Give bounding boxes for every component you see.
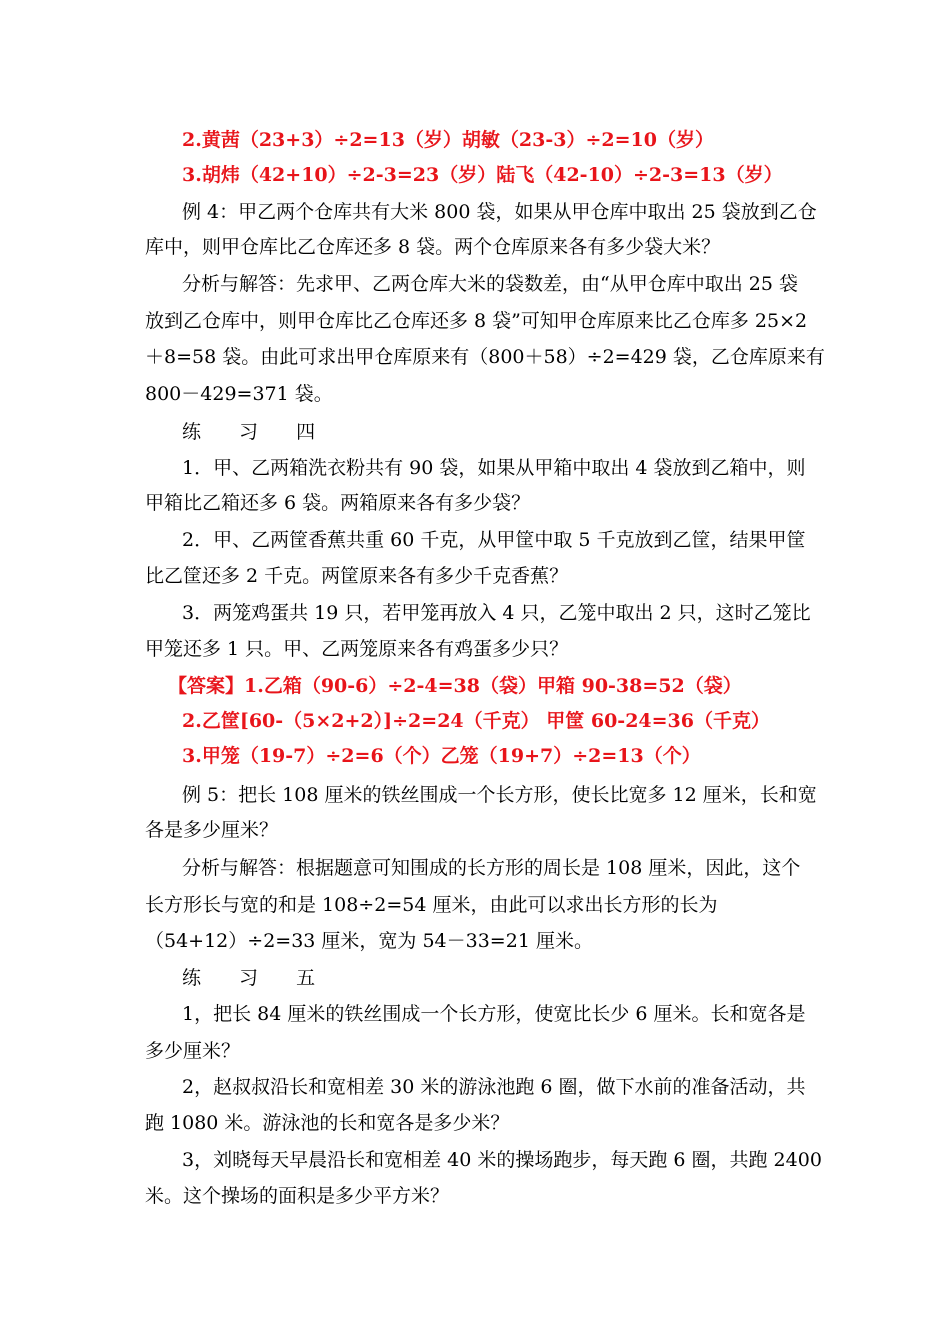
example-4-analysis-cont: ＋8=58 袋。由此可求出甲仓库原来有（800＋58）÷2=429 袋，乙仓库原来有 xyxy=(145,346,825,368)
exercise-4-answer-2: 2.乙筐[60-（5×2+2）]÷2=24（千克） 甲筐 60-24=36（千克） xyxy=(182,710,770,732)
answer-line-3: 3.胡炜（42+10）÷2-3=23（岁）陆飞（42-10）÷2-3=13（岁） xyxy=(182,164,783,186)
example-5-analysis-cont: 长方形长与宽的和是 108÷2=54 厘米，由此可以求出长方形的长为 xyxy=(145,894,718,916)
answer-line-2: 2.黄茜（23+3）÷2=13（岁）胡敏（23-3）÷2=10（岁） xyxy=(182,129,714,151)
exercise-4-q1-cont: 甲箱比乙箱还多 6 袋。两箱原来各有多少袋？ xyxy=(145,492,531,514)
exercise-5-heading: 练 习 五 xyxy=(182,967,332,989)
exercise-5-q2-cont: 跑 1080 米。游泳池的长和宽各是多少米？ xyxy=(145,1112,510,1134)
exercise-5-q1: 1，把长 84 厘米的铁丝围成一个长方形，使宽比长少 6 厘米。长和宽各是 xyxy=(182,1003,806,1025)
exercise-4-heading: 练 习 四 xyxy=(182,421,332,443)
exercise-4-q1: 1．甲、乙两箱洗衣粉共有 90 袋，如果从甲箱中取出 4 袋放到乙箱中，则 xyxy=(182,457,806,479)
exercise-4-answer-1: 【答案】1.乙箱（90-6）÷2-4=38（袋）甲箱 90-38=52（袋） xyxy=(168,675,742,697)
example-4-question-cont: 库中，则甲仓库比乙仓库还多 8 袋。两个仓库原来各有多少袋大米？ xyxy=(145,236,721,258)
example-4-analysis: 分析与解答：先求甲、乙两仓库大米的袋数差，由“从甲仓库中取出 25 袋 xyxy=(182,273,798,295)
exercise-4-q2: 2．甲、乙两筐香蕉共重 60 千克，从甲筐中取 5 千克放到乙筐，结果甲筐 xyxy=(182,529,806,551)
exercise-4-answer-3: 3.甲笼（19-7）÷2=6（个）乙笼（19+7）÷2=13（个） xyxy=(182,745,701,767)
example-5-analysis-cont: （54+12）÷2=33 厘米，宽为 54－33=21 厘米。 xyxy=(145,930,593,952)
example-4-question: 例 4：甲乙两个仓库共有大米 800 袋，如果从甲仓库中取出 25 袋放到乙仓 xyxy=(182,201,817,223)
example-4-analysis-cont: 800－429=371 袋。 xyxy=(145,383,333,405)
example-4-analysis-cont: 放到乙仓库中，则甲仓库比乙仓库还多 8 袋”可知甲仓库原来比乙仓库多 25×2 xyxy=(145,310,808,332)
exercise-5-q3: 3，刘晓每天早晨沿长和宽相差 40 米的操场跑步，每天跑 6 圈，共跑 2400 xyxy=(182,1149,822,1171)
exercise-4-q3: 3．两笼鸡蛋共 19 只，若甲笼再放入 4 只，乙笼中取出 2 只，这时乙笼比 xyxy=(182,602,811,624)
example-5-question-cont: 各是多少厘米？ xyxy=(145,819,279,841)
exercise-5-q3-cont: 米。这个操场的面积是多少平方米？ xyxy=(145,1185,450,1207)
exercise-4-q2-cont: 比乙筐还多 2 千克。两筐原来各有多少千克香蕉？ xyxy=(145,565,569,587)
example-5-question: 例 5：把长 108 厘米的铁丝围成一个长方形，使长比宽多 12 厘米，长和宽 xyxy=(182,784,817,806)
example-5-analysis: 分析与解答：根据题意可知围成的长方形的周长是 108 厘米，因此，这个 xyxy=(182,857,801,879)
exercise-4-q3-cont: 甲笼还多 1 只。甲、乙两笼原来各有鸡蛋多少只？ xyxy=(145,638,569,660)
exercise-5-q2: 2，赵叔叔沿长和宽相差 30 米的游泳池跑 6 圈，做下水前的准备活动，共 xyxy=(182,1076,806,1098)
exercise-5-q1-cont: 多少厘米？ xyxy=(145,1040,241,1062)
